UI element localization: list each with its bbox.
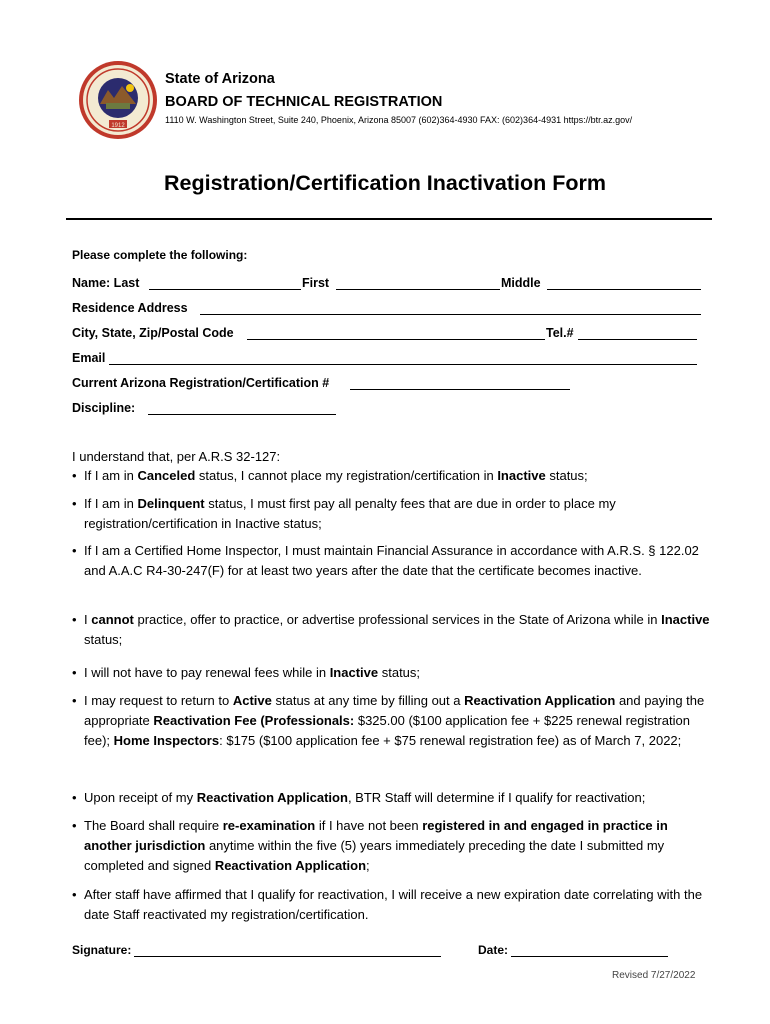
registration-number-field[interactable] bbox=[350, 389, 570, 390]
body-text: Upon receipt of my bbox=[84, 790, 197, 805]
label-email: Email bbox=[72, 351, 106, 365]
emphasis-text: Reactivation Fee (Professionals: bbox=[153, 713, 355, 728]
email-field[interactable] bbox=[109, 364, 697, 365]
body-text: if I have not been bbox=[315, 818, 423, 833]
emphasis-text: registered in and engaged in practice in another jurisdiction bbox=[84, 818, 668, 853]
emphasis-text: Active bbox=[232, 693, 272, 708]
last-name-field[interactable] bbox=[149, 289, 301, 290]
first-name-field[interactable] bbox=[336, 289, 500, 290]
emphasis-text: Home Inspectors bbox=[113, 733, 220, 748]
statement-item-text bbox=[84, 466, 712, 486]
state-name: State of Arizona bbox=[165, 71, 275, 87]
discipline-field[interactable] bbox=[148, 414, 336, 415]
signature-field[interactable] bbox=[134, 956, 441, 957]
statement-item-text bbox=[84, 788, 712, 808]
body-text: I will not have to pay renewal fees while in bbox=[84, 665, 330, 680]
residence-address-field[interactable] bbox=[200, 314, 701, 315]
board-name: BOARD OF TECHNICAL REGISTRATION bbox=[165, 94, 443, 110]
emphasis-text: Reactivation Application bbox=[464, 693, 616, 708]
body-text: status, I cannot place my registration/certification in bbox=[195, 468, 498, 483]
label-date: Date: bbox=[478, 943, 509, 957]
title-divider bbox=[66, 218, 712, 220]
statement-item-text bbox=[84, 610, 712, 650]
bullet: • bbox=[72, 665, 77, 680]
statement-item-text bbox=[84, 885, 712, 925]
body-text: status at any time by filling out a bbox=[271, 693, 465, 708]
label-last-name: Name: Last bbox=[72, 276, 140, 290]
body-text: status; bbox=[84, 632, 123, 647]
emphasis-text: Inactive bbox=[329, 665, 379, 680]
statement-item-text bbox=[84, 816, 712, 876]
state-seal-logo bbox=[78, 60, 158, 140]
emphasis-text: Inactive bbox=[497, 468, 546, 483]
body-text: If I am in bbox=[84, 468, 138, 483]
label-telephone: Tel.# bbox=[546, 326, 574, 340]
revision-date: Revised 7/27/2022 bbox=[612, 970, 696, 981]
emphasis-text: Delinquent bbox=[137, 496, 205, 511]
body-text: If I am a Certified Home Inspector, I must maintain Financial Assurance in accordance with A.R.S. § 122.02 and A.A.C R4-30-247(F) for at least two years after the date that the certificate becomes inactive. bbox=[84, 543, 699, 578]
statement-intro: I understand that, per A.R.S 32-127: bbox=[72, 449, 281, 464]
bullet: • bbox=[72, 468, 77, 483]
bullet: • bbox=[72, 887, 77, 902]
body-text: anytime within the five (5) years immediately preceding the date I submitted my completed and signed bbox=[84, 838, 665, 873]
board-address: 1110 W. Washington Street, Suite 240, Phoenix, Arizona 85007 (602)364-4930 FAX: (602)364-4931 https://btr.az.gov/ bbox=[165, 115, 633, 125]
emphasis-text: Canceled bbox=[137, 468, 196, 483]
label-residence-address: Residence Address bbox=[72, 301, 188, 315]
bullet: • bbox=[72, 543, 77, 558]
label-registration-number: Current Arizona Registration/Certification # bbox=[72, 376, 330, 390]
body-text: , BTR Staff will determine if I qualify for reactivation; bbox=[347, 790, 646, 805]
statement-item-text bbox=[84, 691, 712, 751]
bullet: • bbox=[72, 790, 77, 805]
emphasis-text: re-examination bbox=[222, 818, 316, 833]
statement-item-text bbox=[84, 541, 712, 581]
emphasis-text: cannot bbox=[91, 612, 134, 627]
body-text: status; bbox=[378, 665, 421, 680]
body-text: I may request to return to bbox=[84, 693, 233, 708]
label-first-name: First bbox=[302, 276, 330, 290]
page-title: Registration/Certification Inactivation Form bbox=[164, 171, 606, 195]
body-text: and paying the appropriate bbox=[84, 693, 705, 728]
body-text: practice, offer to practice, or advertise professional services in the State of Arizona while in bbox=[133, 612, 662, 627]
form-intro: Please complete the following: bbox=[72, 248, 248, 262]
body-text: status, I must first pay all penalty fees that are due in order to place my registration/certification in Inactive status; bbox=[84, 496, 616, 531]
city-state-zip-field[interactable] bbox=[247, 339, 545, 340]
body-text: status; bbox=[545, 468, 588, 483]
label-middle-name: Middle bbox=[501, 276, 541, 290]
body-text: : $175 ($100 application fee + $75 renewal registration fee) as of March 7, 2022; bbox=[219, 733, 682, 748]
label-discipline: Discipline: bbox=[72, 401, 136, 415]
bullet: • bbox=[72, 612, 77, 627]
label-city-state-zip: City, State, Zip/Postal Code bbox=[72, 326, 234, 340]
body-text: If I am in bbox=[84, 496, 138, 511]
body-text: $325.00 ($100 application fee + $225 renewal registration fee); bbox=[84, 713, 690, 748]
date-field[interactable] bbox=[511, 956, 668, 957]
body-text: I bbox=[84, 612, 92, 627]
telephone-field[interactable] bbox=[578, 339, 697, 340]
body-text: ; bbox=[366, 858, 370, 873]
label-signature: Signature: bbox=[72, 943, 132, 957]
bullet: • bbox=[72, 496, 77, 511]
body-text: After staff have affirmed that I qualify for reactivation, I will receive a new expiration date correlating with the date Staff reactivated my registration/certification. bbox=[84, 887, 703, 922]
statement-item-text bbox=[84, 494, 712, 534]
body-text: The Board shall require bbox=[84, 818, 223, 833]
emphasis-text: Reactivation Application bbox=[214, 858, 367, 873]
svg-text:1912: 1912 bbox=[111, 123, 125, 129]
emphasis-text: Reactivation Application bbox=[196, 790, 348, 805]
statement-item-text bbox=[84, 663, 712, 683]
bullet: • bbox=[72, 693, 77, 708]
emphasis-text: Inactive bbox=[661, 612, 710, 627]
bullet: • bbox=[72, 818, 77, 833]
middle-name-field[interactable] bbox=[547, 289, 701, 290]
